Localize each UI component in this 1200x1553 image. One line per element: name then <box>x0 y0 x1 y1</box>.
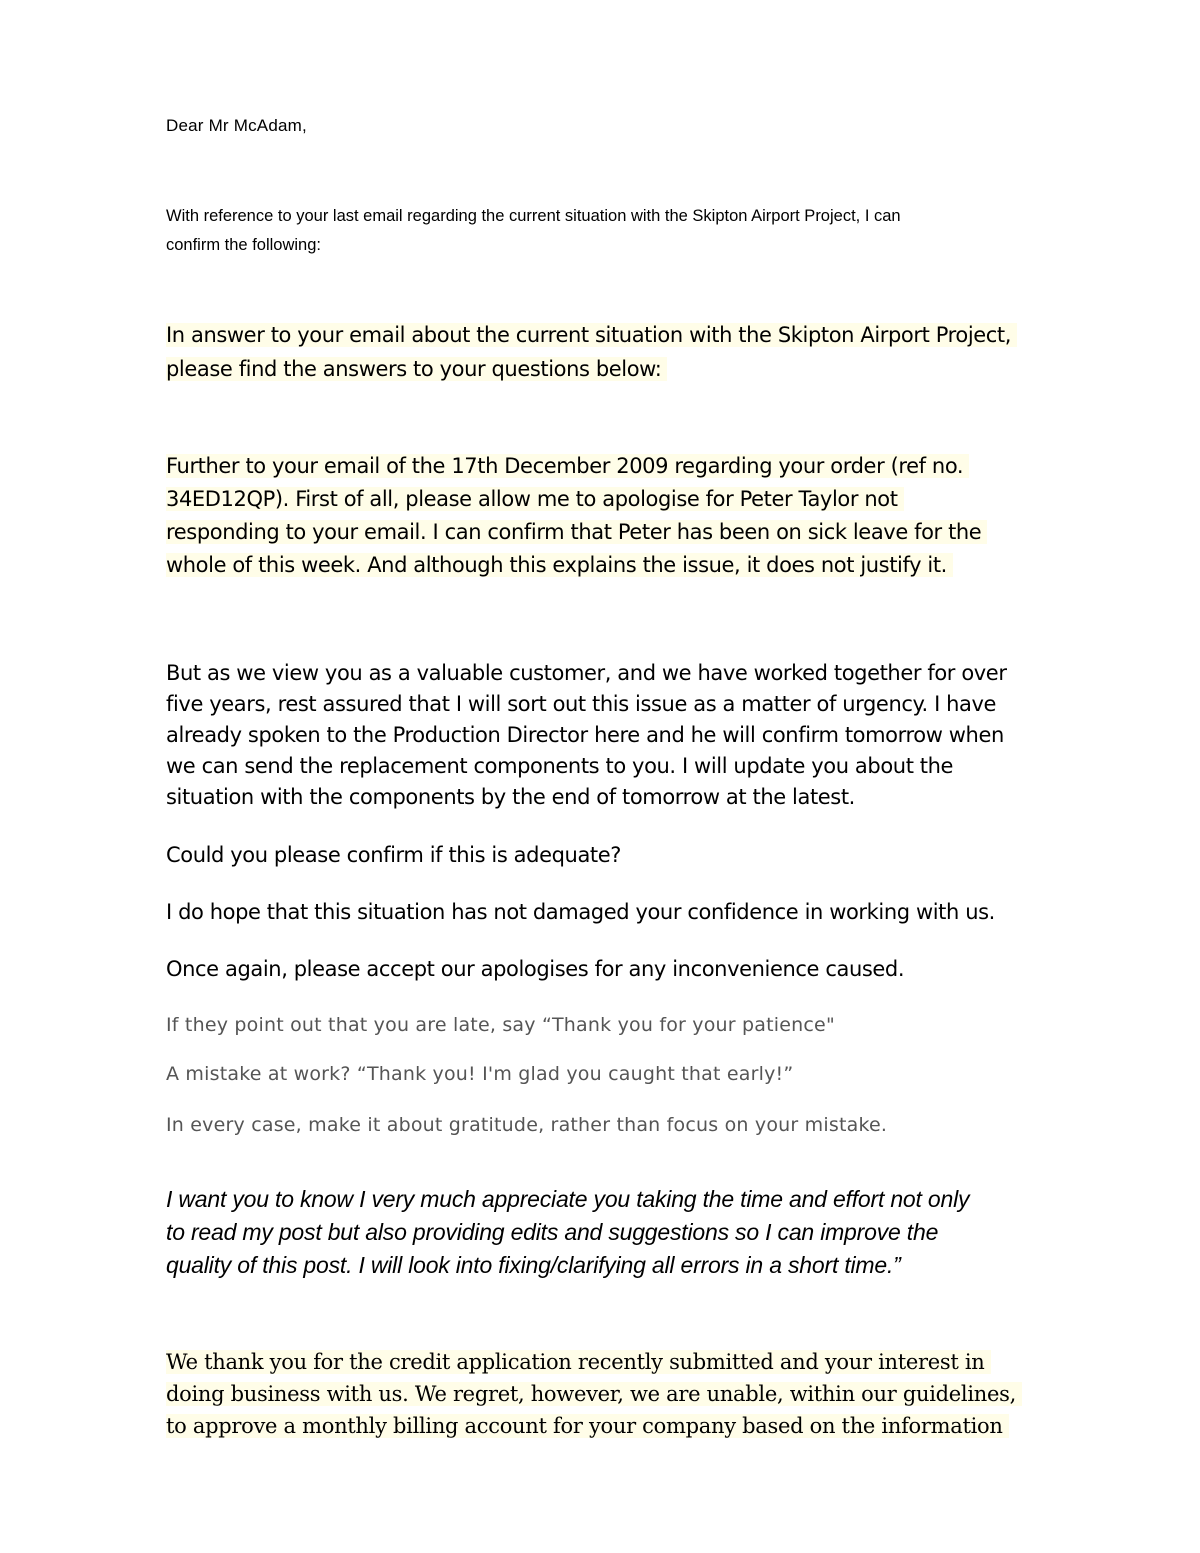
further-line: Further to your email of the 17th December 2009 regarding your order (ref no. <box>166 454 969 478</box>
confirm-question: Could you please confirm if this is adequate? <box>166 843 622 867</box>
apology-sentence: Once again, please accept our apologises for any inconvenience caused. <box>166 957 905 981</box>
appreciation-paragraph <box>166 1183 969 1282</box>
valuable-line: situation with the components by the end of tomorrow at the latest. <box>166 785 855 809</box>
further-paragraph <box>166 450 987 582</box>
credit-paragraph <box>166 1346 1022 1442</box>
credit-line: We thank you for the credit application recently submitted and your interest in <box>166 1350 991 1374</box>
tip-gratitude: In every case, make it about gratitude, rather than focus on your mistake. <box>166 1114 888 1136</box>
valuable-line: But as we view you as a valuable customer, and we have worked together for over <box>166 661 1007 685</box>
further-line: responding to your email. I can confirm that Peter has been on sick leave for the <box>166 520 987 544</box>
valuable-line: we can send the replacement components to you. I will update you about the <box>166 754 954 778</box>
answer-intro-paragraph <box>166 318 1017 386</box>
credit-line: to approve a monthly billing account for your company based on the information <box>166 1414 1009 1438</box>
further-line: 34ED12QP). First of all, please allow me to apologise for Peter Taylor not <box>166 487 904 511</box>
credit-line: doing business with us. We regret, however, we are unable, within our guidelines, <box>166 1382 1022 1406</box>
answer-intro-line: please find the answers to your questions below: <box>166 357 667 381</box>
valuable-customer-paragraph <box>166 658 1007 813</box>
reference-line: With reference to your last email regarding the current situation with the Skipton Airport Project, I can <box>166 207 901 225</box>
tip-mistake: A mistake at work? “Thank you! I'm glad you caught that early!” <box>166 1063 794 1085</box>
reference-line: confirm the following: <box>166 236 321 254</box>
reference-paragraph <box>166 202 1086 260</box>
appreciation-line: quality of this post. I will look into fixing/clarifying all errors in a short time.” <box>166 1252 901 1278</box>
valuable-line: already spoken to the Production Director here and he will confirm tomorrow when <box>166 723 1004 747</box>
greeting: Dear Mr McAdam, <box>166 116 307 135</box>
hope-sentence: I do hope that this situation has not damaged your confidence in working with us. <box>166 900 995 924</box>
answer-intro-line: In answer to your email about the current situation with the Skipton Airport Project, <box>166 323 1017 347</box>
tip-late: If they point out that you are late, say “Thank you for your patience" <box>166 1014 835 1036</box>
further-line: whole of this week. And although this explains the issue, it does not justify it. <box>166 553 953 577</box>
appreciation-line: I want you to know I very much appreciate you taking the time and effort not only <box>166 1186 970 1212</box>
valuable-line: five years, rest assured that I will sort out this issue as a matter of urgency. I have <box>166 692 997 716</box>
appreciation-line: to read my post but also providing edits and suggestions so I can improve the <box>166 1219 939 1245</box>
